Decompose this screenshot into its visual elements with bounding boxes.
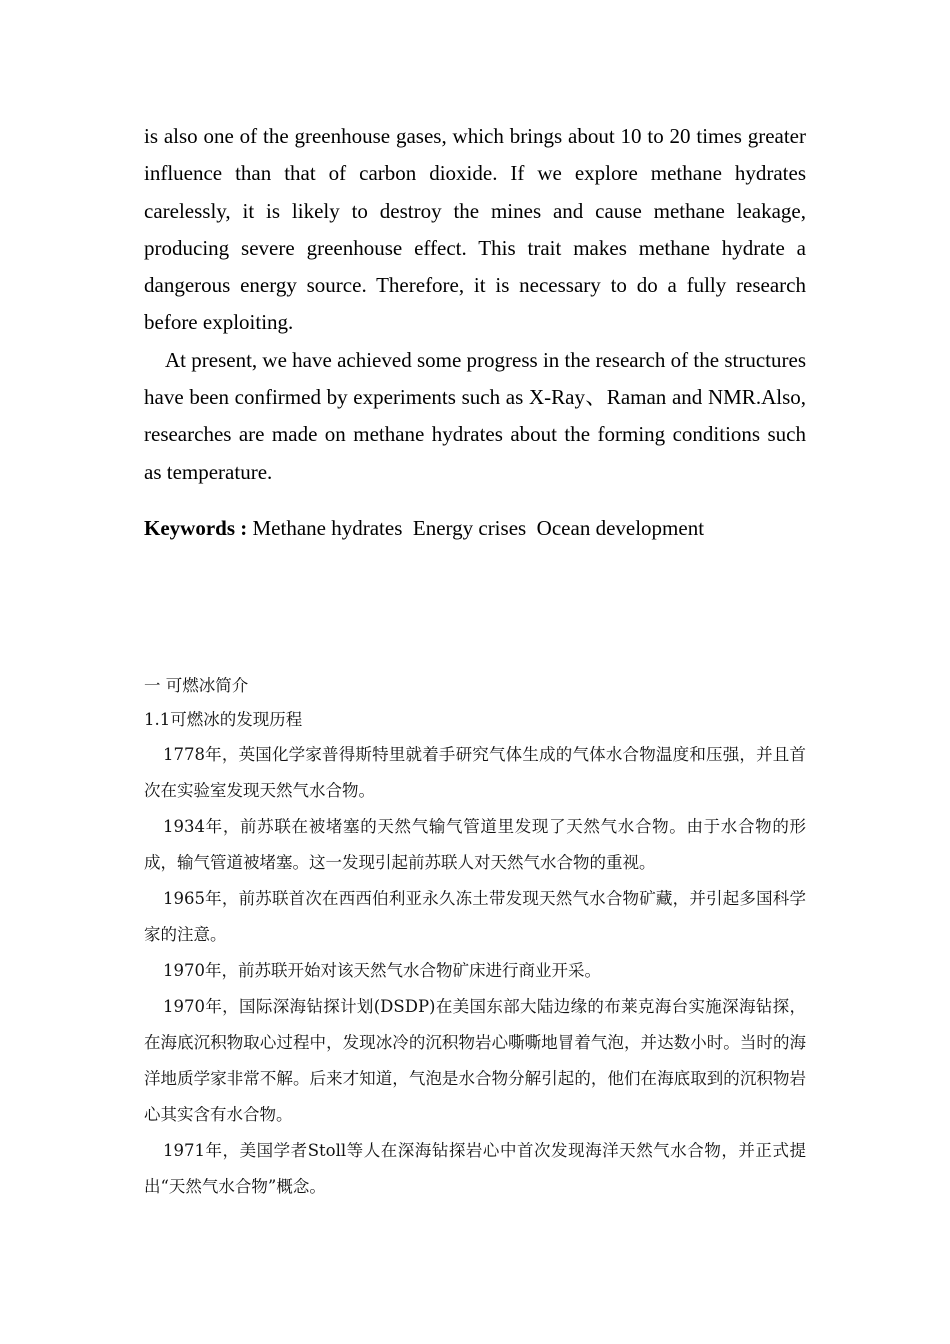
history-paragraph-1778: 1778年，英国化学家普得斯特里就着手研究气体生成的气体水合物温度和压强，并且首次在实验室发现天然气水合物。 <box>144 745 806 800</box>
history-paragraph-1934: 1934年，前苏联在被堵塞的天然气输气管道里发现了天然气水合物。由于水合物的形成，输气管道被堵塞。这一发现引起前苏联人对天然气水合物的重视。 <box>144 817 806 872</box>
abstract-paragraph-2: At present, we have achieved some progress in the research of the structures have been confirmed by experiments such as X-Ray、Raman and NMR.Also, researches are made on methane hydrates about the forming conditions such as temperature. <box>144 347 806 484</box>
section-discovery-history <box>144 669 806 1205</box>
history-paragraph-1971: 1971年，美国学者Stoll等人在深海钻探岩心中首次发现海洋天然气水合物，并正式提出“天然气水合物”概念。 <box>144 1141 806 1196</box>
abstract-section <box>144 118 806 543</box>
history-paragraph-1970-ussr: 1970年，前苏联开始对该天然气水合物矿床进行商业开采。 <box>163 961 601 980</box>
history-paragraph-1970-dsdp: 1970年，国际深海钻探计划(DSDP)在美国东部大陆边缘的布莱克海台实施深海钻探，在海底沉积物取心过程中，发现冰冷的沉积物岩心嘶嘶地冒着气泡，并达数小时。当时的海洋地质学家非常不解。后来才知道，气泡是水合物分解引起的，他们在海底取到的沉积物岩心其实含有水合物。 <box>144 997 806 1124</box>
history-paragraph-1965: 1965年，前苏联首次在西西伯利亚永久冻土带发现天然气水合物矿藏，并引起多国科学家的注意。 <box>144 889 806 944</box>
abstract-paragraph-1: is also one of the greenhouse gases, which brings about 10 to 20 times greater influence than that of carbon dioxide. If we explore methane hydrates carelessly, it is likely to destroy the mines and cause methane leakage, producing severe greenhouse effect. This trait makes methane hydrate a dangerous energy source. Therefore, it is necessary to do a fully research before exploiting. <box>144 124 806 335</box>
subsection-heading: 1.1可燃冰的发现历程 <box>144 710 303 729</box>
keywords-items: Methane hydrates Energy crises Ocean development <box>252 515 705 540</box>
keywords-line <box>144 513 806 543</box>
section-heading: 一 可燃冰简介 <box>144 676 249 695</box>
keywords-label: Keywords : <box>144 515 248 540</box>
